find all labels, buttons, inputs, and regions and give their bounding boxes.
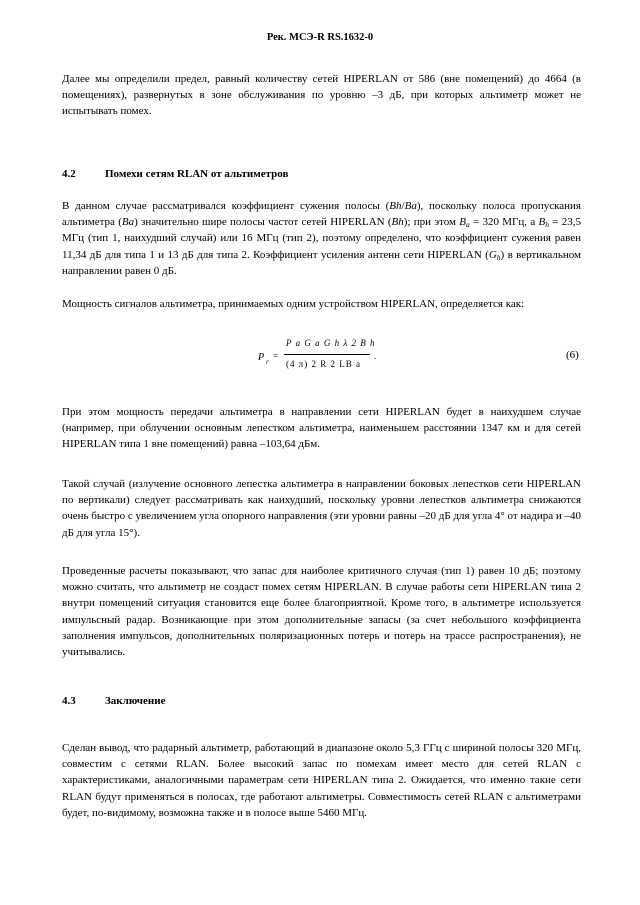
text-run: /: [401, 200, 405, 212]
symbol-ba: Ba: [404, 200, 417, 212]
formula-6: [258, 338, 398, 390]
section-heading-4-2: [62, 168, 288, 180]
paragraph-margin-results: Проведенные расчеты показывают, что запас для наиболее критичного случая (тип 1) равен 10 дБ; поэтому можно считать, что альтиметр не создаст помех сетям HIPERLAN. В случае работы сети HIPERLAN типа 2 внутри помещений ситуация становится еще более благоприятной. Кроме того, в альтиметре используется импульсный радар. Возникающие при этом дополнительные запасы (за счет небольшого коэффициента заполнения импульсов, дополнительных поляризационных потерь и потерь на трассе распространения), не учитывались.: [62, 565, 581, 659]
paragraph-power-intro: Мощность сигналов альтиметра, принимаемых одним устройством HIPERLAN, определяется как:: [62, 298, 525, 310]
section-heading-4-3: [62, 695, 165, 707]
text-run: ); при этом: [403, 216, 460, 229]
symbol-bh: Bh: [389, 200, 402, 212]
formula-numerator: P a G a G h λ 2 B h: [286, 338, 376, 348]
section-title: Помехи сетям RLAN от альтиметров: [105, 168, 289, 180]
paragraph-conclusion: Сделан вывод, что радарный альтиметр, работающий в диапазоне около 5,3 ГГц с шириной полосы 320 МГц, совместим с сетями RLAN. Более высокий запас по помехам имеет место для сетей RLAN с характеристиками, аналогичными параметрам сети HIPERLAN типа 2. Ожидается, что именно такие сети RLAN будут применяться в полосах, где работают альтиметры. Совместимость сетей RLAN с альтиметрами будет, по-видимому, возможна также и в полосе выше 5460 МГц.: [62, 742, 581, 819]
formula-lhs: P: [258, 352, 265, 363]
fraction-bar: [284, 354, 370, 355]
subscript-h: h: [496, 252, 501, 262]
subscript-a: a: [465, 220, 470, 230]
equation-number: (6): [566, 349, 579, 361]
formula-equals: =: [273, 351, 279, 361]
text-run: = 320 МГц, а: [469, 216, 539, 229]
text-run: ), поскольку полоса пропускания альтиметра (: [62, 200, 581, 229]
text-run: ) значительно шире полосы частот сетей HIPERLAN (: [134, 216, 392, 229]
symbol-ba: Ba: [121, 216, 135, 229]
paragraph-hiperlan-limit: Далее мы определили предел, равный количеству сетей HIPERLAN от 586 (вне помещений) до 4664 (в помещениях), развернутых в зоне обслуживания по уровню –3 дБ, при которых альтиметр может не испытывать помех.: [62, 73, 581, 118]
symbol-b: B: [459, 216, 466, 229]
text-run: = 23,5 МГц (тип 1, наихудший случай) или 16 МГц (тип 2), поэтому определено, что коэффициент сужения равен 11,34 дБ для типа 1 и 13 дБ для типа 2. Коэффициент усиления антенн сети HIPERLAN (: [62, 216, 581, 261]
formula-denominator: (4 π) 2 R 2 LB a: [286, 359, 362, 369]
symbol-bh: Bh: [391, 216, 404, 229]
section-number: 4.3: [62, 695, 76, 707]
paragraph-bandwidth-factor: [62, 198, 581, 279]
paragraph-worst-case: Такой случай (излучение основного лепестка альтиметра в направлении боковых лепестков сети HIPERLAN по вертикали) следует рассматривать как наихудший, поскольку уровни лепестков альтиметра снижаются очень быстро с увеличением угла опорного направления (эти уровни равны –20 дБ для угла 4° от надира и –40 дБ для угла 15°).: [62, 478, 581, 539]
symbol-b: B: [538, 216, 546, 229]
symbol-g: G: [488, 248, 497, 261]
formula-lhs-sub: r: [266, 358, 269, 366]
text-run: ) в вертикальном направлении равен 0 дБ.: [62, 248, 581, 277]
section-number: 4.2: [62, 168, 76, 180]
formula-period: .: [374, 351, 377, 361]
section-title: Заключение: [105, 695, 166, 707]
text-run: В данном случае рассматривался коэффициент сужения полосы (: [62, 200, 390, 212]
paragraph-transmit-power: При этом мощность передачи альтиметра в направлении сети HIPERLAN будет в наихудшем случае (например, при облучении основным лепестком альтиметра, наименьшем расстоянии 1347 км и для сетей HIPERLAN типа 1 вне помещений) равна –103,64 дБм.: [62, 406, 581, 451]
page-header: Рек. МСЭ-R RS.1632-0: [266, 32, 374, 43]
subscript-h: h: [545, 220, 549, 230]
